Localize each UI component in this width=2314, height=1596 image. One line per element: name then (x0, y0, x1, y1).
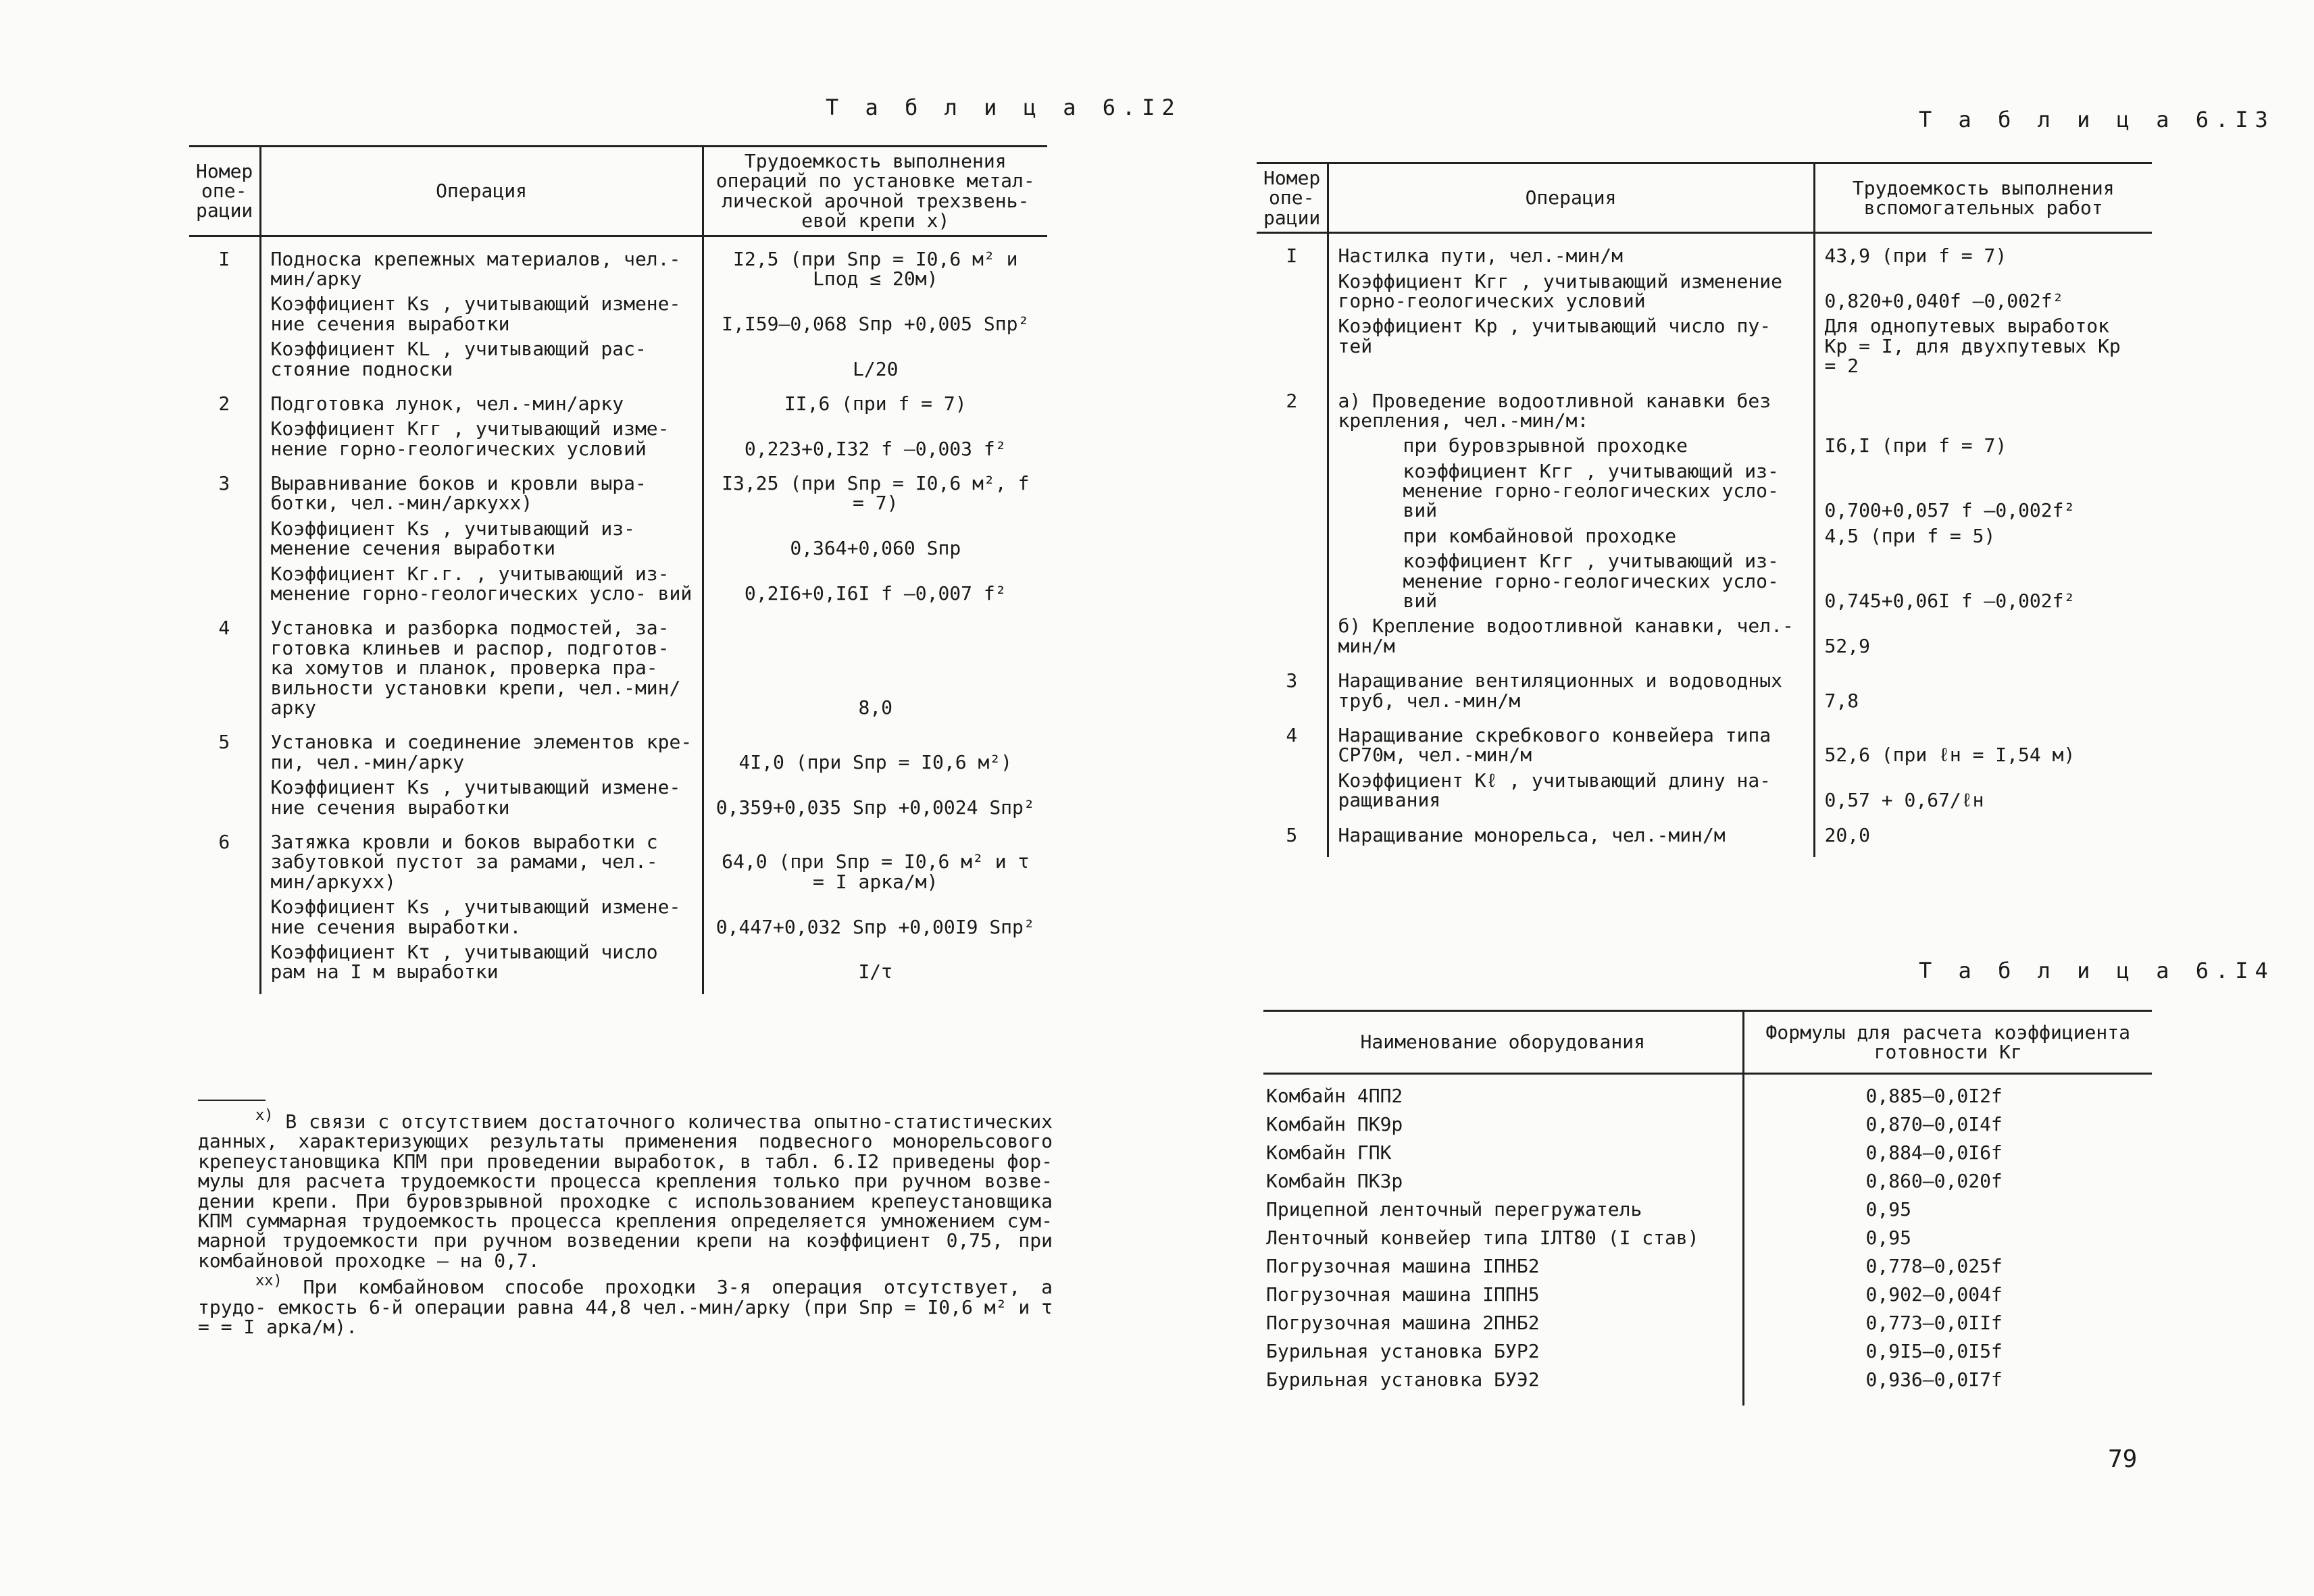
spacer-cell (1814, 379, 2152, 388)
spacer-cell (703, 236, 1047, 247)
table-row (189, 247, 1047, 292)
footnote-rule (198, 1100, 266, 1101)
readiness-formula: 0,95 (1743, 1226, 2152, 1254)
table-row (1257, 523, 2152, 548)
header-equipment: Наименование оборудования (1263, 1011, 1743, 1074)
equipment-name: Комбайн ПК9р (1266, 1113, 1403, 1135)
labor-value: Для однопутевых выработок Кр = I, для двухпутевых Кр = 2 (1814, 313, 2152, 378)
row-spacer (189, 985, 1047, 994)
operation-text: Подготовка лунок, чел.-мин/арку (260, 391, 703, 416)
spacer-cell (189, 606, 260, 615)
labor-value: 0,745+0,06I f –0,002f² (1814, 548, 2152, 613)
operation-number (189, 336, 260, 382)
row-spacer (189, 382, 1047, 391)
operation-text: Настилка пути, чел.-мин/м (1328, 243, 1814, 268)
table-row (189, 829, 1047, 894)
labor-value: 20,0 (1814, 823, 2152, 848)
labor-value: 0,700+0,057 f –0,002f² (1814, 459, 2152, 523)
table-row (1257, 269, 2152, 314)
table-row (1257, 433, 2152, 458)
readiness-formula: 0,936–0,0I7f (1743, 1368, 2152, 1396)
operation-text: Коэффициент Кℓ , учитывающий длину на- ращивания (1328, 768, 1814, 813)
readiness-formula: 0,902–0,004f (1743, 1283, 2152, 1311)
labor-value: 8,0 (703, 615, 1047, 720)
spacer-cell (1743, 1396, 2152, 1406)
operation-number (1257, 269, 1328, 314)
labor-value: I,I59–0,068 Sпр +0,005 Sпр² (703, 291, 1047, 336)
operation-number (189, 775, 260, 820)
table-row (189, 391, 1047, 416)
operation-number: 2 (218, 392, 230, 415)
operation-text: Коэффициент Кs , учитывающий из- менение сечения выработки (260, 516, 703, 561)
labor-value (1814, 388, 2152, 434)
table-row (1257, 459, 2152, 523)
table-row (189, 561, 1047, 607)
row-spacer (189, 720, 1047, 729)
spacer-cell (1328, 813, 1814, 823)
operation-number: 4 (218, 617, 230, 640)
spacer-cell (1257, 813, 1328, 823)
readiness-formula: 0,870–0,0I4f (1743, 1112, 2152, 1141)
spacer-cell (703, 606, 1047, 615)
table-6-13-caption: Т а б л и ц а 6.I3 (1919, 107, 2275, 132)
operation-text: Установка и соединение элементов кре- пи, чел.-мин/арку (260, 729, 703, 775)
labor-value: 52,9 (1814, 613, 2152, 659)
table-6-12-caption: Т а б л и ц а 6.I2 (826, 95, 1182, 120)
row-spacer (1257, 659, 2152, 668)
operation-number (189, 291, 260, 336)
spacer-cell (260, 820, 703, 829)
readiness-formula: 0,773–0,0IIf (1743, 1311, 2152, 1339)
operation-number (1257, 548, 1328, 613)
operation-number (1257, 313, 1328, 378)
row-spacer (189, 606, 1047, 615)
operation-text: Коэффициент Кs , учитывающий измене- ние сечения выработки. (260, 894, 703, 939)
readiness-formula: 0,9I5–0,0I5f (1743, 1339, 2152, 1368)
table-row (1263, 1112, 2152, 1141)
labor-value: 0,447+0,032 Sпр +0,00I9 Sпр² (703, 894, 1047, 939)
spacer-cell (1328, 848, 1814, 857)
row-spacer (1263, 1396, 2152, 1406)
operation-number: 4 (1286, 723, 1298, 746)
table-row (189, 471, 1047, 516)
labor-value: 4I,0 (при Sпр = I0,6 м²) (703, 729, 1047, 775)
header-operation: Операция (1328, 163, 1814, 233)
spacer-cell (260, 236, 703, 247)
operation-number (1257, 768, 1328, 813)
operation-text: Выравнивание боков и кровли выра- ботки, чел.-мин/аркуxx) (260, 471, 703, 516)
spacer-cell (703, 461, 1047, 471)
operation-number: 6 (218, 830, 230, 853)
operation-number: 5 (218, 731, 230, 754)
operation-text: коэффициент Кгг , учитывающий из- менение горно-геологических усло- вий (1328, 548, 1814, 613)
table-row (1263, 1226, 2152, 1254)
labor-value: 4,5 (при f = 5) (1814, 523, 2152, 548)
spacer-cell (189, 236, 260, 247)
operation-number (1257, 613, 1328, 659)
readiness-formula: 0,95 (1743, 1198, 2152, 1226)
labor-value: 0,2I6+0,I6I f –0,007 f² (703, 561, 1047, 607)
operation-number (1257, 433, 1328, 458)
spacer-cell (703, 985, 1047, 994)
operation-text: Коэффициент КL , учитывающий рас- стояние подноски (260, 336, 703, 382)
spacer-cell (1257, 659, 1328, 668)
labor-value: 64,0 (при Sпр = I0,6 м² и τ = I арка/м) (703, 829, 1047, 894)
table-row (189, 775, 1047, 820)
table-row (1257, 668, 2152, 713)
table-row (1257, 313, 2152, 378)
table-row (189, 336, 1047, 382)
table-6-12 (189, 145, 1047, 994)
table-row (1263, 1169, 2152, 1198)
footnote-xx: $^{xx)}$ При комбайновом способе проходки 3-я операция отсутствует, а трудо- емкость 6-й операции равна 44,8 чел.-мин/арку (при Sпр = I0,6 м² и τ = = I арка/м). (198, 1272, 1053, 1338)
spacer-cell (260, 382, 703, 391)
spacer-cell (1257, 379, 1328, 388)
operation-text: при буровзрывной проходке (1328, 433, 1814, 458)
labor-value: I3,25 (при Sпр = I0,6 м², f = 7) (703, 471, 1047, 516)
row-spacer (189, 236, 1047, 247)
operation-number: I (218, 247, 230, 270)
header-operation: Операция (260, 147, 703, 236)
table-row (189, 615, 1047, 720)
table-6-13 (1257, 162, 2152, 857)
table-row (189, 894, 1047, 939)
labor-value: II,6 (при f = 7) (703, 391, 1047, 416)
equipment-name: Бурильная установка БУЭ2 (1266, 1368, 1540, 1391)
equipment-name: Комбайн ПК3р (1266, 1170, 1403, 1192)
spacer-cell (1328, 713, 1814, 723)
operation-number (1257, 459, 1328, 523)
operation-text: Затяжка кровли и боков выработки с забутовкой пустот за рамами, чел.-мин/аркуxx) (260, 829, 703, 894)
row-spacer (1257, 379, 2152, 388)
spacer-cell (189, 461, 260, 471)
table-row (1257, 548, 2152, 613)
operation-number: I (1286, 244, 1298, 267)
operation-number (189, 939, 260, 985)
spacer-cell (1814, 848, 2152, 857)
labor-value: 0,820+0,040f –0,002f² (1814, 269, 2152, 314)
spacer-cell (703, 820, 1047, 829)
spacer-cell (260, 720, 703, 729)
operation-text: Установка и разборка подмостей, за- готовка клиньев и распор, подготов- ка хомутов и планок, проверка пра- вильности установки крепи, чел.-мин/арку (260, 615, 703, 720)
table-row (1263, 1368, 2152, 1396)
spacer-cell (1814, 233, 2152, 244)
table-row (1263, 1084, 2152, 1112)
equipment-name: Погрузочная машина IПНБ2 (1266, 1255, 1540, 1277)
operation-text: Подноска крепежных материалов, чел.-мин/арку (260, 247, 703, 292)
row-spacer (189, 461, 1047, 471)
equipment-name: Погрузочная машина IППН5 (1266, 1283, 1540, 1306)
spacer-cell (1257, 233, 1328, 244)
labor-value: 0,57 + 0,67/ℓн (1814, 768, 2152, 813)
operation-number (189, 516, 260, 561)
operation-text: Коэффициент Кгг , учитывающий изме- нение горно-геологических условий (260, 416, 703, 461)
footnotes (198, 1108, 1053, 1337)
operation-number (1257, 523, 1328, 548)
row-spacer (1257, 713, 2152, 723)
spacer-cell (1743, 1074, 2152, 1085)
table-row (1257, 243, 2152, 268)
readiness-formula: 0,778–0,025f (1743, 1254, 2152, 1283)
operation-number: 5 (1286, 823, 1298, 846)
table-row (1263, 1283, 2152, 1311)
spacer-cell (1328, 379, 1814, 388)
operation-number (189, 561, 260, 607)
table-row (189, 729, 1047, 775)
spacer-cell (189, 985, 260, 994)
spacer-cell (1328, 659, 1814, 668)
labor-value: I/τ (703, 939, 1047, 985)
operation-text: Коэффициент Кр , учитывающий число пу- тей (1328, 313, 1814, 378)
operation-number (189, 894, 260, 939)
table-row (189, 939, 1047, 985)
operation-text: б) Крепление водоотливной канавки, чел.-мин/м (1328, 613, 1814, 659)
operation-number: 3 (1286, 669, 1298, 692)
operation-number: 3 (218, 472, 230, 495)
row-spacer (1257, 233, 2152, 244)
spacer-cell (1814, 813, 2152, 823)
operation-text: Коэффициент Кг.г. , учитывающий из- менение горно-геологических усло- вий (260, 561, 703, 607)
table-row (189, 416, 1047, 461)
table-row (1257, 613, 2152, 659)
equipment-name: Бурильная установка БУР2 (1266, 1340, 1540, 1362)
spacer-cell (260, 606, 703, 615)
operation-text: коэффициент Кгг , учитывающий из- менение горно-геологических усло- вий (1328, 459, 1814, 523)
operation-text: а) Проведение водоотливной канавки без крепления, чел.-мин/м: (1328, 388, 1814, 434)
spacer-cell (1257, 713, 1328, 723)
readiness-formula: 0,860–0,020f (1743, 1169, 2152, 1198)
operation-text: Коэффициент Кs , учитывающий измене- ние сечения выработки (260, 775, 703, 820)
spacer-cell (1263, 1074, 1743, 1085)
spacer-cell (260, 985, 703, 994)
table-row (1263, 1339, 2152, 1368)
labor-value: 43,9 (при f = 7) (1814, 243, 2152, 268)
labor-value: 0,364+0,060 Sпр (703, 516, 1047, 561)
operation-text: Наращивание монорельса, чел.-мин/м (1328, 823, 1814, 848)
operation-text: Коэффициент Кs , учитывающий измене- ние сечения выработки (260, 291, 703, 336)
row-spacer (189, 820, 1047, 829)
table-row (189, 291, 1047, 336)
table-row (189, 516, 1047, 561)
operation-text: Коэффициент Кτ , учитывающий число рам на I м выработки (260, 939, 703, 985)
equipment-name: Комбайн 4ПП2 (1266, 1085, 1403, 1107)
table-row (1257, 823, 2152, 848)
operation-number (189, 416, 260, 461)
spacer-cell (703, 720, 1047, 729)
page-number: 79 (2108, 1445, 2138, 1473)
spacer-cell (1814, 659, 2152, 668)
row-spacer (1257, 813, 2152, 823)
equipment-name: Прицепной ленточный перегружатель (1266, 1198, 1642, 1220)
header-labor: Трудоемкость выполнения операций по установке метал- лической арочной трехзвень- евой крепи x) (703, 147, 1047, 236)
operation-text: Коэффициент Кгг , учитывающий изменение горно-геологических условий (1328, 269, 1814, 314)
readiness-formula: 0,884–0,0I6f (1743, 1141, 2152, 1169)
table-row (1257, 723, 2152, 768)
table-row (1263, 1198, 2152, 1226)
labor-value: L/20 (703, 336, 1047, 382)
operation-number: 2 (1286, 389, 1298, 412)
operation-text: Наращивание вентиляционных и водоводных труб, чел.-мин/м (1328, 668, 1814, 713)
equipment-name: Комбайн ГПК (1266, 1141, 1392, 1164)
row-spacer (1257, 848, 2152, 857)
spacer-cell (189, 820, 260, 829)
labor-value: 7,8 (1814, 668, 2152, 713)
table-6-14-caption: Т а б л и ц а 6.I4 (1919, 958, 2275, 983)
table-row (1257, 388, 2152, 434)
spacer-cell (1814, 713, 2152, 723)
row-spacer (1263, 1074, 2152, 1085)
labor-value: 0,223+0,I32 f –0,003 f² (703, 416, 1047, 461)
spacer-cell (189, 720, 260, 729)
table-row (1263, 1141, 2152, 1169)
readiness-formula: 0,885–0,0I2f (1743, 1084, 2152, 1112)
table-row (1263, 1311, 2152, 1339)
equipment-name: Ленточный конвейер типа IЛТ80 (I став) (1266, 1227, 1699, 1249)
spacer-cell (703, 382, 1047, 391)
labor-value: 52,6 (при ℓн = I,54 м) (1814, 723, 2152, 768)
operation-text: при комбайновой проходке (1328, 523, 1814, 548)
header-labor: Трудоемкость выполнения вспомогательных работ (1814, 163, 2152, 233)
operation-text: Наращивание скребкового конвейера типа СР70м, чел.-мин/м (1328, 723, 1814, 768)
spacer-cell (260, 461, 703, 471)
labor-value: 0,359+0,035 Sпр +0,0024 Sпр² (703, 775, 1047, 820)
spacer-cell (1257, 848, 1328, 857)
table-row (1263, 1254, 2152, 1283)
spacer-cell (1328, 233, 1814, 244)
header-num: Номер опе- рации (1257, 163, 1328, 233)
labor-value: I6,I (при f = 7) (1814, 433, 2152, 458)
spacer-cell (1263, 1396, 1743, 1406)
labor-value: I2,5 (при Sпр = I0,6 м² и Lпод ≤ 20м) (703, 247, 1047, 292)
spacer-cell (189, 382, 260, 391)
header-formula: Формулы для расчета коэффициента готовности Кг (1743, 1011, 2152, 1074)
table-row (1257, 768, 2152, 813)
table-6-14 (1263, 1010, 2152, 1406)
header-num: Номер опе- рации (189, 147, 260, 236)
footnote-x: $^{x)}$ В связи с отсутствием достаточного количества опытно-статистических данных, характеризующих результаты применения подвесного монорельсового крепеустановщика КПМ при проведении выработок, в табл. 6.I2 приведены фор- мулы для расчета трудоемкости процесса крепления только при ручном возве- дении крепи. При буровзрывной проходке с использованием крепеустановщика КПМ суммарная трудоемкость процесса крепления определяется умножением сум- марной трудоемкости при ручном возведении крепи на коэффициент 0,75, при комбайновой проходке – на 0,7. (198, 1107, 1053, 1272)
equipment-name: Погрузочная машина 2ПНБ2 (1266, 1312, 1540, 1334)
